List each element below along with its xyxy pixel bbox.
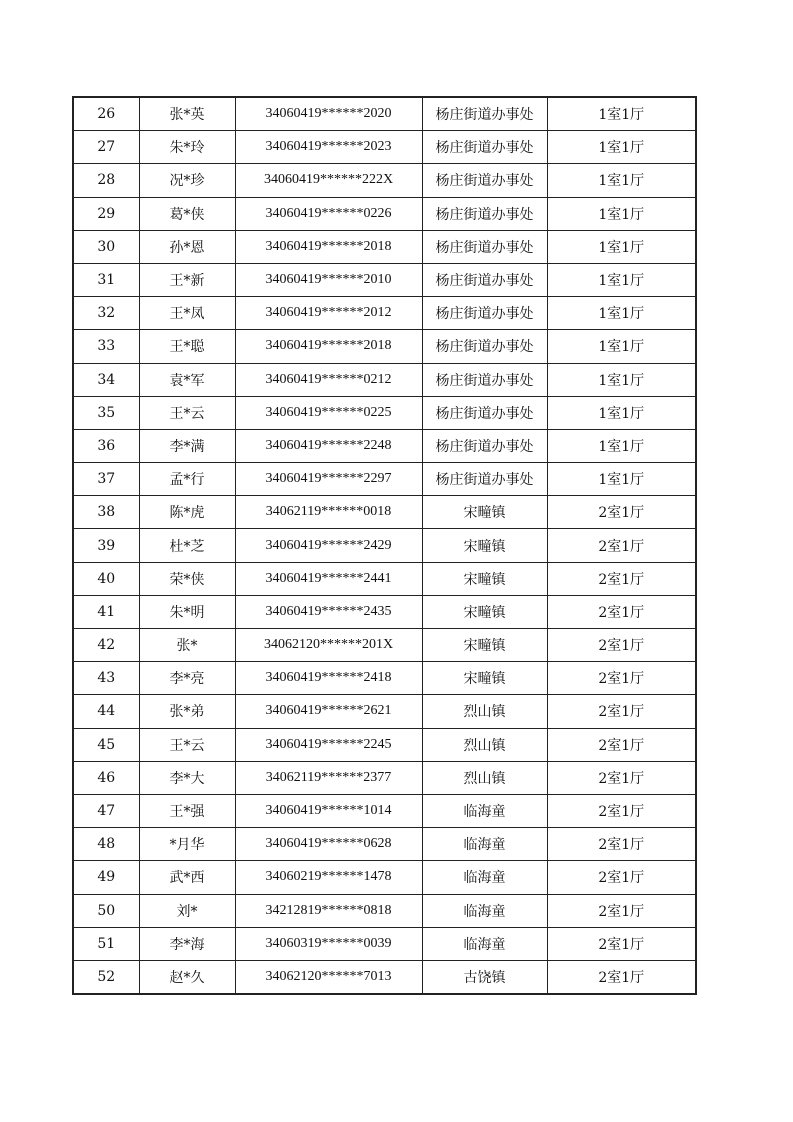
unit-cell: 杨庄街道办事处 xyxy=(422,230,547,263)
row-number-cell: 47 xyxy=(73,794,139,827)
unit-type-cell: 1室1厅 xyxy=(547,263,696,296)
table-row xyxy=(73,97,696,131)
unit-type-cell: 1室1厅 xyxy=(547,330,696,363)
row-number-cell: 39 xyxy=(73,529,139,562)
unit-type-cell: 2室1厅 xyxy=(547,894,696,927)
table-row xyxy=(73,761,696,794)
id-number-cell: 34060419******1014 xyxy=(235,794,422,827)
unit-cell: 杨庄街道办事处 xyxy=(422,429,547,462)
name-cell: 王*云 xyxy=(139,728,235,761)
table-row xyxy=(73,164,696,197)
unit-cell: 杨庄街道办事处 xyxy=(422,363,547,396)
table-row xyxy=(73,927,696,960)
row-number-cell: 29 xyxy=(73,197,139,230)
table-row xyxy=(73,496,696,529)
row-number-cell: 49 xyxy=(73,861,139,894)
table-row xyxy=(73,861,696,894)
name-cell: 王*新 xyxy=(139,263,235,296)
table-row xyxy=(73,662,696,695)
name-cell: 刘* xyxy=(139,894,235,927)
table-row xyxy=(73,230,696,263)
id-number-cell: 34062119******2377 xyxy=(235,761,422,794)
data-table xyxy=(72,96,697,995)
row-number-cell: 45 xyxy=(73,728,139,761)
unit-type-cell: 2室1厅 xyxy=(547,695,696,728)
unit-type-cell: 1室1厅 xyxy=(547,463,696,496)
unit-type-cell: 2室1厅 xyxy=(547,629,696,662)
name-cell: 张*弟 xyxy=(139,695,235,728)
unit-cell: 古饶镇 xyxy=(422,960,547,994)
row-number-cell: 30 xyxy=(73,230,139,263)
table-row xyxy=(73,197,696,230)
row-number-cell: 42 xyxy=(73,629,139,662)
id-number-cell: 34062120******201X xyxy=(235,629,422,662)
unit-cell: 杨庄街道办事处 xyxy=(422,97,547,131)
id-number-cell: 34060419******2018 xyxy=(235,230,422,263)
unit-cell: 杨庄街道办事处 xyxy=(422,330,547,363)
id-number-cell: 34060419******0212 xyxy=(235,363,422,396)
row-number-cell: 34 xyxy=(73,363,139,396)
unit-cell: 杨庄街道办事处 xyxy=(422,297,547,330)
table-row xyxy=(73,363,696,396)
unit-type-cell: 1室1厅 xyxy=(547,197,696,230)
row-number-cell: 51 xyxy=(73,927,139,960)
unit-cell: 杨庄街道办事处 xyxy=(422,396,547,429)
table-row xyxy=(73,429,696,462)
id-number-cell: 34060419******0226 xyxy=(235,197,422,230)
row-number-cell: 35 xyxy=(73,396,139,429)
id-number-cell: 34060419******2018 xyxy=(235,330,422,363)
table-row xyxy=(73,695,696,728)
name-cell: 李*满 xyxy=(139,429,235,462)
unit-type-cell: 1室1厅 xyxy=(547,97,696,131)
row-number-cell: 41 xyxy=(73,595,139,628)
row-number-cell: 48 xyxy=(73,828,139,861)
row-number-cell: 27 xyxy=(73,131,139,164)
row-number-cell: 50 xyxy=(73,894,139,927)
unit-type-cell: 2室1厅 xyxy=(547,529,696,562)
name-cell: 朱*明 xyxy=(139,595,235,628)
id-number-cell: 34060419******2245 xyxy=(235,728,422,761)
unit-cell: 杨庄街道办事处 xyxy=(422,463,547,496)
name-cell: 荣*侠 xyxy=(139,562,235,595)
unit-cell: 宋疃镇 xyxy=(422,496,547,529)
id-number-cell: 34062120******7013 xyxy=(235,960,422,994)
table-row xyxy=(73,396,696,429)
unit-type-cell: 2室1厅 xyxy=(547,728,696,761)
name-cell: 孙*恩 xyxy=(139,230,235,263)
name-cell: 杜*芝 xyxy=(139,529,235,562)
unit-cell: 临海童 xyxy=(422,794,547,827)
name-cell: 武*西 xyxy=(139,861,235,894)
unit-type-cell: 1室1厅 xyxy=(547,363,696,396)
row-number-cell: 36 xyxy=(73,429,139,462)
unit-type-cell: 2室1厅 xyxy=(547,662,696,695)
name-cell: 李*大 xyxy=(139,761,235,794)
unit-type-cell: 1室1厅 xyxy=(547,131,696,164)
table-row xyxy=(73,463,696,496)
table-row xyxy=(73,263,696,296)
row-number-cell: 46 xyxy=(73,761,139,794)
unit-type-cell: 1室1厅 xyxy=(547,230,696,263)
row-number-cell: 37 xyxy=(73,463,139,496)
row-number-cell: 26 xyxy=(73,97,139,131)
unit-type-cell: 2室1厅 xyxy=(547,927,696,960)
id-number-cell: 34060419******0225 xyxy=(235,396,422,429)
id-number-cell: 34212819******0818 xyxy=(235,894,422,927)
name-cell: 王*强 xyxy=(139,794,235,827)
unit-cell: 宋疃镇 xyxy=(422,662,547,695)
id-number-cell: 34060319******0039 xyxy=(235,927,422,960)
id-number-cell: 34060219******1478 xyxy=(235,861,422,894)
name-cell: 陈*虎 xyxy=(139,496,235,529)
unit-type-cell: 2室1厅 xyxy=(547,595,696,628)
unit-cell: 宋疃镇 xyxy=(422,629,547,662)
name-cell: 张* xyxy=(139,629,235,662)
id-number-cell: 34060419******222X xyxy=(235,164,422,197)
unit-type-cell: 2室1厅 xyxy=(547,562,696,595)
id-number-cell: 34060419******2023 xyxy=(235,131,422,164)
unit-cell: 杨庄街道办事处 xyxy=(422,197,547,230)
unit-type-cell: 1室1厅 xyxy=(547,164,696,197)
name-cell: 王*聪 xyxy=(139,330,235,363)
unit-type-cell: 2室1厅 xyxy=(547,496,696,529)
unit-cell: 宋疃镇 xyxy=(422,562,547,595)
table-row xyxy=(73,529,696,562)
row-number-cell: 32 xyxy=(73,297,139,330)
row-number-cell: 43 xyxy=(73,662,139,695)
name-cell: 朱*玲 xyxy=(139,131,235,164)
table-body xyxy=(73,97,696,994)
name-cell: 李*亮 xyxy=(139,662,235,695)
table-row xyxy=(73,131,696,164)
id-number-cell: 34060419******2429 xyxy=(235,529,422,562)
unit-cell: 杨庄街道办事处 xyxy=(422,164,547,197)
table-row xyxy=(73,960,696,994)
row-number-cell: 38 xyxy=(73,496,139,529)
name-cell: 王*云 xyxy=(139,396,235,429)
unit-cell: 宋疃镇 xyxy=(422,529,547,562)
name-cell: 况*珍 xyxy=(139,164,235,197)
row-number-cell: 44 xyxy=(73,695,139,728)
unit-cell: 临海童 xyxy=(422,927,547,960)
unit-type-cell: 1室1厅 xyxy=(547,429,696,462)
unit-type-cell: 2室1厅 xyxy=(547,861,696,894)
table-row xyxy=(73,828,696,861)
table-row xyxy=(73,728,696,761)
unit-cell: 烈山镇 xyxy=(422,695,547,728)
id-number-cell: 34060419******2441 xyxy=(235,562,422,595)
name-cell: 葛*侠 xyxy=(139,197,235,230)
id-number-cell: 34060419******2012 xyxy=(235,297,422,330)
id-number-cell: 34060419******2010 xyxy=(235,263,422,296)
name-cell: 赵*久 xyxy=(139,960,235,994)
id-number-cell: 34060419******2020 xyxy=(235,97,422,131)
table-row xyxy=(73,562,696,595)
name-cell: 王*凤 xyxy=(139,297,235,330)
row-number-cell: 31 xyxy=(73,263,139,296)
row-number-cell: 33 xyxy=(73,330,139,363)
id-number-cell: 34060419******2621 xyxy=(235,695,422,728)
unit-type-cell: 1室1厅 xyxy=(547,396,696,429)
id-number-cell: 34060419******2435 xyxy=(235,595,422,628)
name-cell: 李*海 xyxy=(139,927,235,960)
table-row xyxy=(73,629,696,662)
unit-type-cell: 2室1厅 xyxy=(547,828,696,861)
unit-cell: 临海童 xyxy=(422,861,547,894)
unit-cell: 临海童 xyxy=(422,828,547,861)
unit-cell: 烈山镇 xyxy=(422,728,547,761)
table-row xyxy=(73,297,696,330)
id-number-cell: 34060419******2297 xyxy=(235,463,422,496)
unit-type-cell: 2室1厅 xyxy=(547,794,696,827)
table-row xyxy=(73,330,696,363)
row-number-cell: 40 xyxy=(73,562,139,595)
table-row xyxy=(73,894,696,927)
name-cell: 张*英 xyxy=(139,97,235,131)
id-number-cell: 34060419******2248 xyxy=(235,429,422,462)
unit-cell: 宋疃镇 xyxy=(422,595,547,628)
unit-cell: 杨庄街道办事处 xyxy=(422,131,547,164)
table-row xyxy=(73,595,696,628)
unit-type-cell: 1室1厅 xyxy=(547,297,696,330)
unit-type-cell: 2室1厅 xyxy=(547,960,696,994)
unit-type-cell: 2室1厅 xyxy=(547,761,696,794)
unit-cell: 烈山镇 xyxy=(422,761,547,794)
id-number-cell: 34062119******0018 xyxy=(235,496,422,529)
id-number-cell: 34060419******0628 xyxy=(235,828,422,861)
row-number-cell: 28 xyxy=(73,164,139,197)
unit-cell: 杨庄街道办事处 xyxy=(422,263,547,296)
name-cell: 袁*军 xyxy=(139,363,235,396)
unit-cell: 临海童 xyxy=(422,894,547,927)
name-cell: *月华 xyxy=(139,828,235,861)
row-number-cell: 52 xyxy=(73,960,139,994)
name-cell: 孟*行 xyxy=(139,463,235,496)
id-number-cell: 34060419******2418 xyxy=(235,662,422,695)
table-row xyxy=(73,794,696,827)
